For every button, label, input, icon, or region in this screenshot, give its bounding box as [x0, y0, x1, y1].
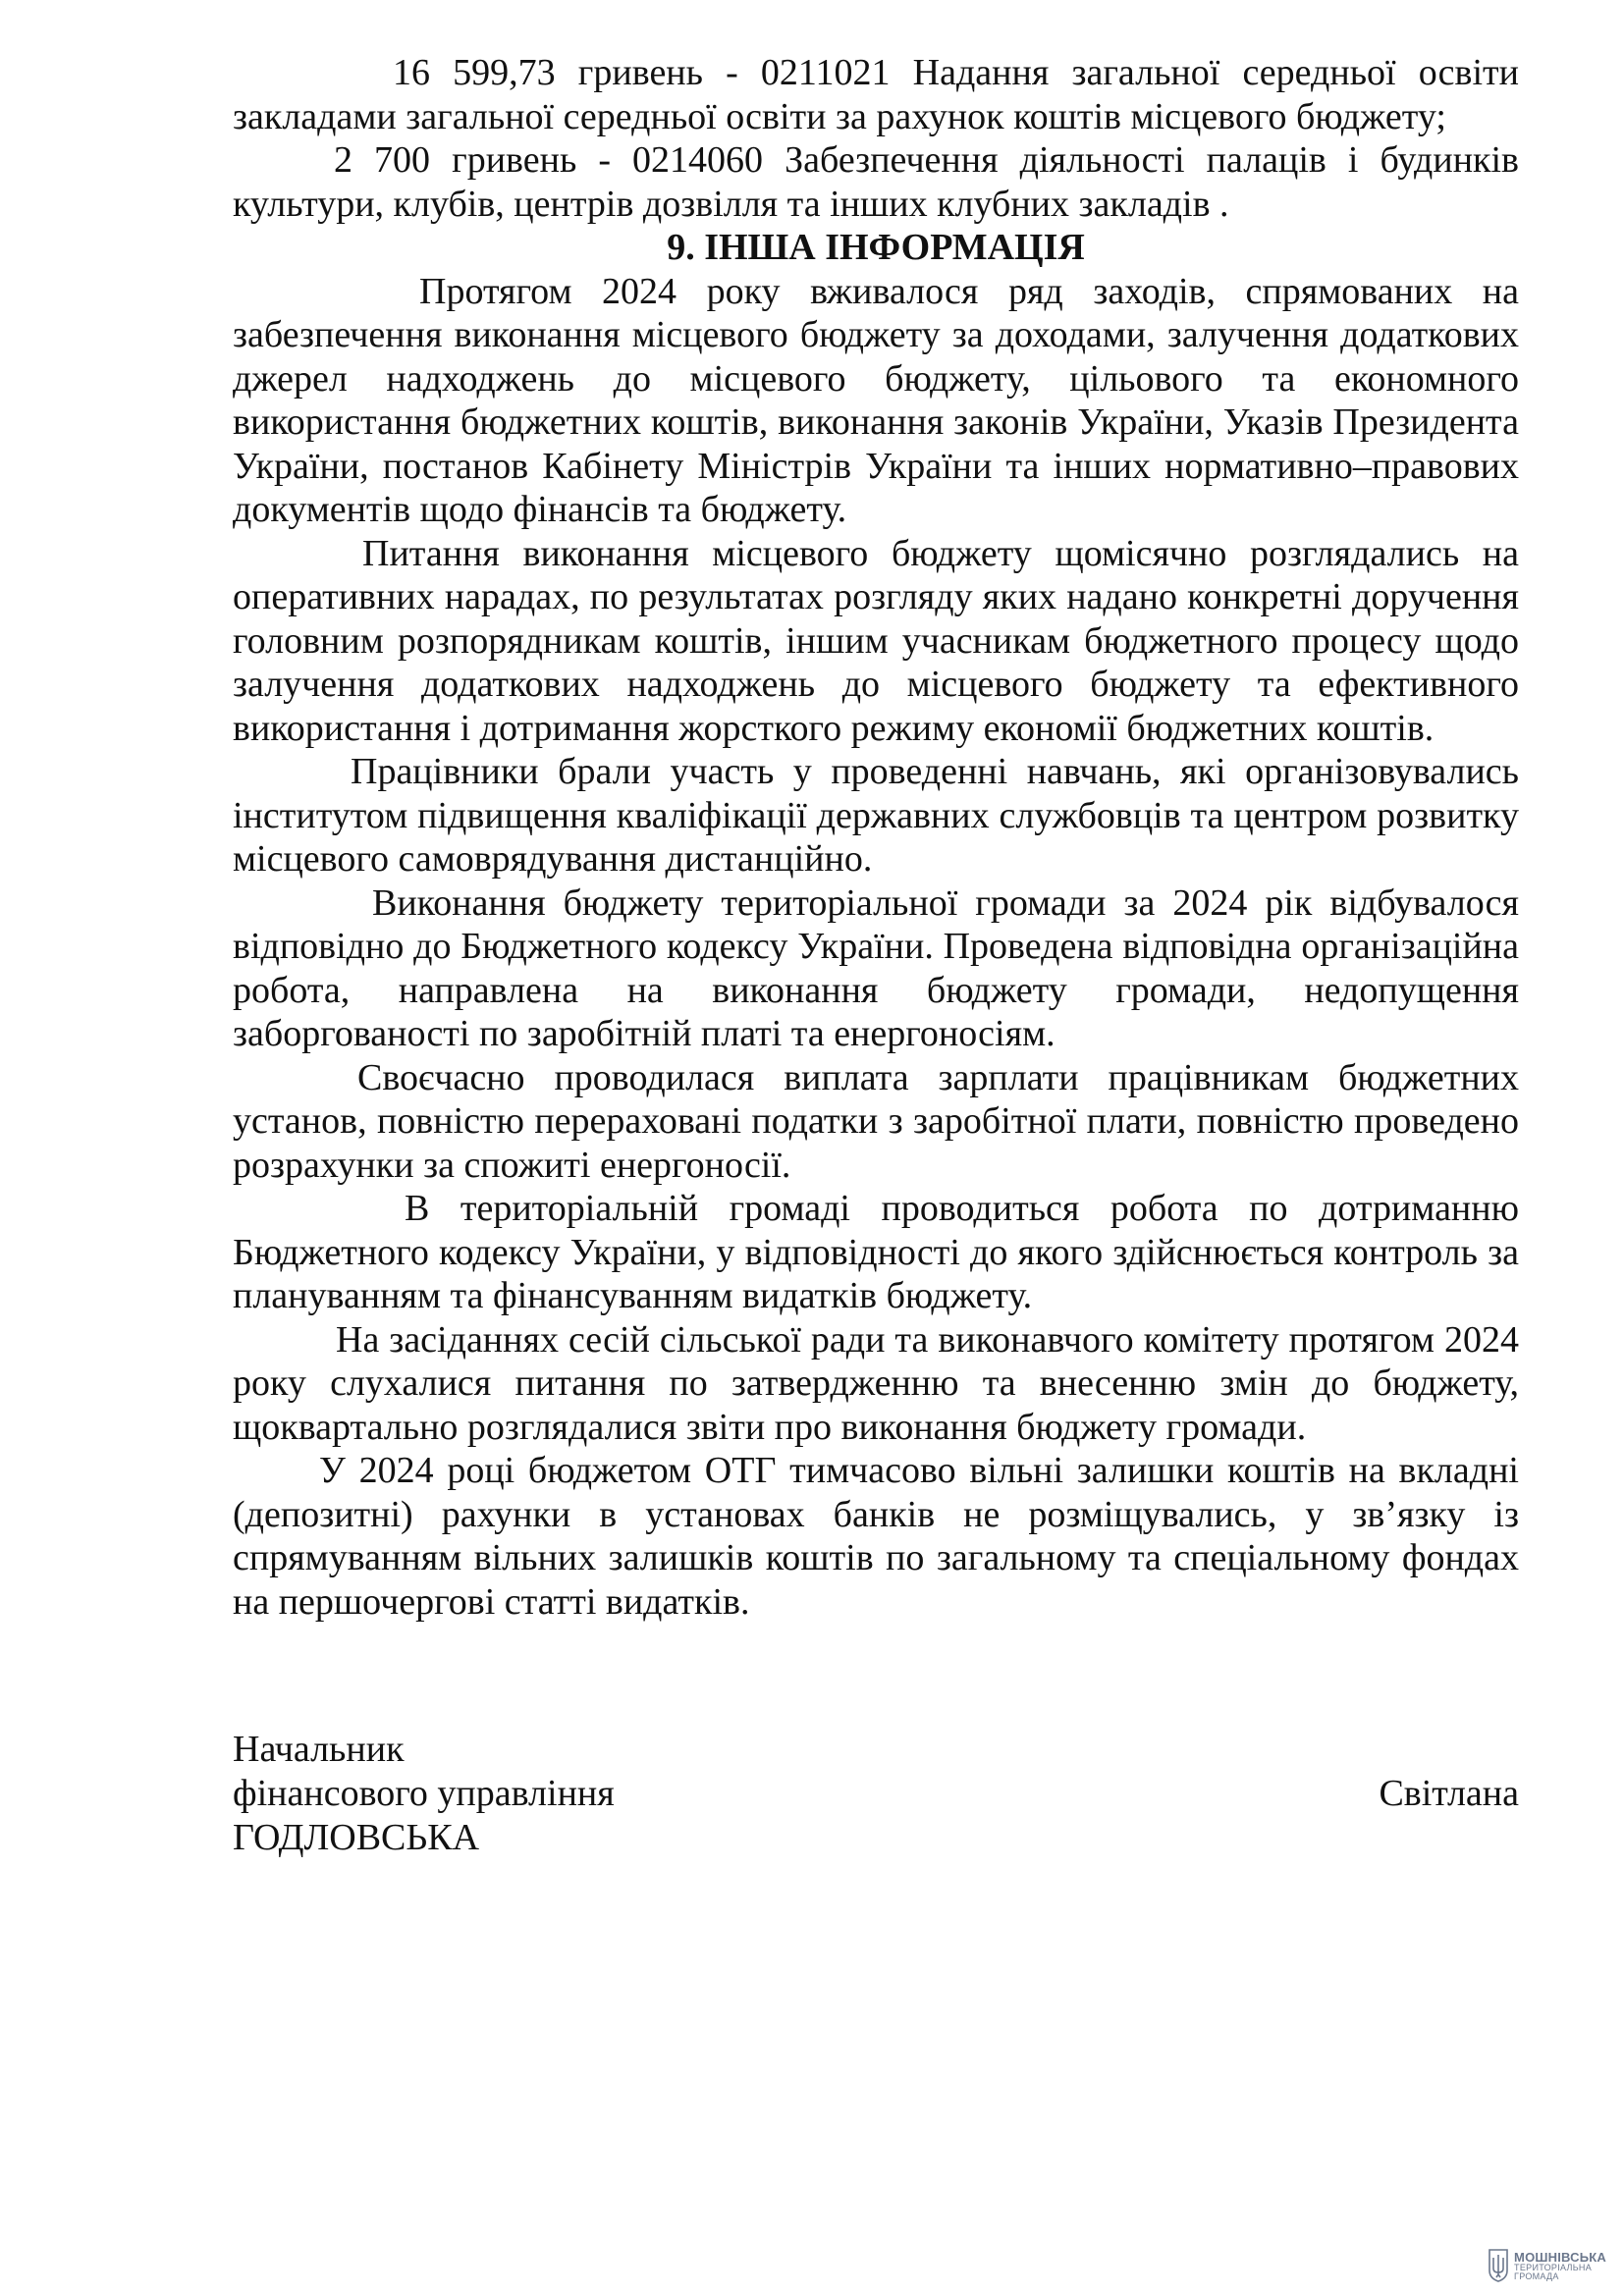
paragraph-budget-execution: Виконання бюджету територіальної громади за 2024 рік відбувалося відповідно до Бюджетного кодексу України. Проведена відповідна організаційна робота, направлена на виконання бюджету громади, недопущення заборгованості по заробітній платі та енергоносіям.	[233, 881, 1519, 1054]
paragraph-budget-code: В територіальній громаді проводиться робота по дотриманню Бюджетного кодексу України, у відповідності до якого здійснюється контроль за плануванням та фінансуванням видатків бюджету.	[233, 1188, 1519, 1316]
community-watermark	[1488, 2249, 1606, 2282]
signature-position-line2: фінансового управління	[233, 1773, 615, 1814]
signature-block	[233, 1728, 1519, 1860]
watermark-text	[1514, 2251, 1606, 2281]
budget-line-culture: 2 700 гривень - 0214060 Забезпечення діяльності палаців і будинків культури, клубів, центрів дозвілля та інших клубних закладів .	[233, 139, 1519, 225]
document-body	[233, 51, 1519, 1624]
paragraph-training: Працівники брали участь у проведенні навчань, які організовувались інститутом підвищення кваліфікації державних службовців та центром розвитку місцевого самоврядування дистанційно.	[233, 751, 1519, 880]
section-heading: 9. ІНША ІНФОРМАЦІЯ	[667, 227, 1085, 268]
signature-row	[233, 1772, 1519, 1816]
paragraph-measures: Протягом 2024 року вживалося ряд заходів, спрямованих на забезпечення виконання місцевого бюджету за доходами, залучення додаткових джерел надходжень до місцевого бюджету, цільового та економного використання бюджетних коштів, виконання законів України, Указів Президента України, постанов Кабінету Міністрів України та інших нормативно–правових документів щодо фінансів та бюджету.	[233, 270, 1519, 530]
watermark-line3: ГРОМАДА	[1514, 2270, 1559, 2281]
budget-line-education: 16 599,73 гривень - 0211021 Надання загальної середньої освіти закладами загальної середньої освіти за рахунок коштів місцевого бюджету;	[233, 52, 1519, 137]
watermark-title: МОШНІВСЬКА	[1514, 2249, 1606, 2265]
paragraph-salary: Своєчасно проводилася виплата зарплати працівникам бюджетних установ, повністю перераховані податки з заробітної плати, повністю проведено розрахунки за спожиті енергоносії.	[233, 1056, 1519, 1186]
signature-first-name: Світлана	[1379, 1773, 1519, 1814]
paragraph-sessions: На засіданнях сесій сільської ради та виконавчого комітету протягом 2024 року слухалися питання по затвердженню та внесенню змін до бюджету, щоквартально розглядалися звіти про виконання бюджету громади.	[233, 1318, 1519, 1448]
paragraph-meetings: Питання виконання місцевого бюджету щомісячно розглядались на оперативних нарадах, по результатах розгляду яких надано конкретні доручення головним розпорядникам коштів, іншим учасникам бюджетного процесу щодо залучення додаткових надходжень до місцевого бюджету та ефективного використання і дотримання жорсткого режиму економії бюджетних коштів.	[233, 532, 1519, 749]
paragraph-deposits: У 2024 році бюджетом ОТГ тимчасово вільні залишки коштів на вкладні (депозитні) рахунки в установах банків не розміщувались, у зв’язку із спрямуванням вільних залишків коштів по загальному та спеціальному фондах на першочергові статті видатків.	[233, 1450, 1519, 1623]
signature-position-line1: Начальник	[233, 1729, 405, 1770]
signature-last-name: ГОДЛОВСЬКА	[233, 1817, 480, 1858]
trident-emblem-icon	[1488, 2249, 1509, 2282]
watermark-line2: ТЕРИТОРІАЛЬНА	[1514, 2262, 1593, 2272]
